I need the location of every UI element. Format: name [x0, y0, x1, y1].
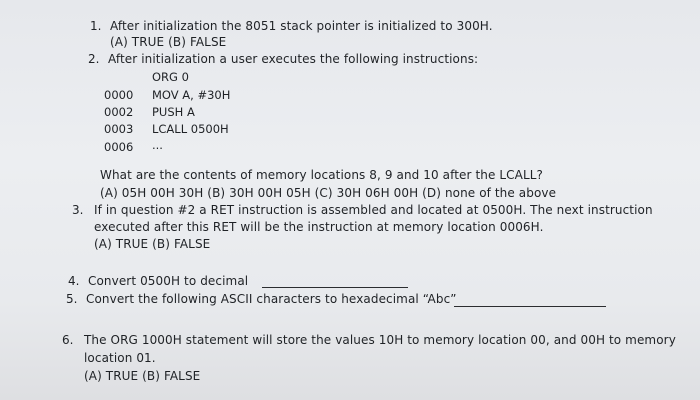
question-2-prompt: What are the contents of memory locations 8, 9 and 10 after the LCALL?: [100, 168, 544, 182]
question-1-number: 1.: [90, 19, 102, 33]
question-1-options: (A) TRUE (B) FALSE: [110, 35, 227, 49]
question-5-answer-blank: [454, 306, 606, 307]
code-line-address: 0000: [104, 88, 134, 102]
question-3-number: 3.: [72, 203, 84, 217]
question-5-text: Convert the following ASCII characters to hexadecimal “Abc”: [86, 292, 457, 306]
question-1-text: After initialization the 8051 stack pointer is initialized to 300H.: [110, 19, 493, 33]
code-line-address: 0002: [104, 105, 134, 119]
code-line-instruction: ...: [152, 138, 163, 152]
question-4-text: Convert 0500H to decimal: [88, 274, 249, 288]
question-4-answer-blank: [262, 287, 408, 288]
code-org-directive: ORG 0: [152, 70, 189, 84]
question-3-text-line-2: executed after this RET will be the instruction at memory location 0006H.: [94, 220, 544, 234]
question-4-number: 4.: [68, 274, 80, 288]
question-2-number: 2.: [88, 52, 100, 66]
question-2-options: (A) 05H 00H 30H (B) 30H 00H 05H (C) 30H 06H 00H (D) none of the above: [100, 186, 557, 200]
question-6-text-line-2: location 01.: [84, 351, 156, 365]
question-6-options: (A) TRUE (B) FALSE: [84, 369, 201, 383]
question-6-number: 6.: [62, 333, 74, 347]
code-line-address: 0003: [104, 122, 134, 136]
code-line-instruction: MOV A, #30H: [152, 88, 231, 102]
question-2-text: After initialization a user executes the following instructions:: [108, 52, 479, 66]
question-5-number: 5.: [66, 292, 78, 306]
code-line-address: 0006: [104, 140, 134, 154]
question-3-text-line-1: If in question #2 a RET instruction is assembled and located at 0500H. The next instruction: [94, 203, 653, 217]
code-line-instruction: LCALL 0500H: [152, 122, 229, 136]
question-3-options: (A) TRUE (B) FALSE: [94, 237, 211, 251]
question-6-text-line-1: The ORG 1000H statement will store the values 10H to memory location 00, and 00H to memory: [84, 333, 676, 347]
code-line-instruction: PUSH A: [152, 105, 195, 119]
